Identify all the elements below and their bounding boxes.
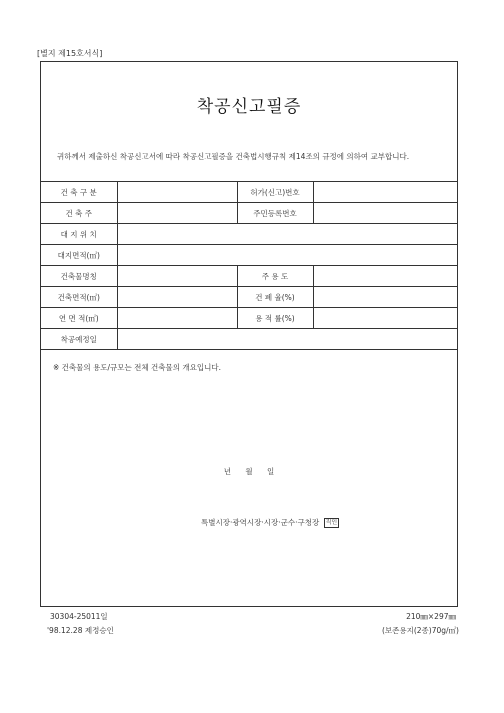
value-owner[interactable]	[117, 203, 237, 224]
page-title: 착공신고필증	[196, 97, 302, 117]
scope-note: ※ 건축물의 용도/규모는 전체 건축물의 개요입니다.	[53, 363, 222, 372]
issue-date-line: 년 월 일	[223, 467, 275, 476]
value-site-location[interactable]	[117, 224, 457, 245]
table-row	[41, 182, 457, 203]
label-site-area: 대지면적(㎡)	[41, 245, 117, 266]
official-seal-mark: 직인	[325, 519, 338, 526]
label-floor-area-ratio: 용 적 률(%)	[237, 308, 313, 329]
value-coverage-ratio[interactable]	[313, 287, 457, 308]
label-resident-number: 주민등록번호	[237, 203, 313, 224]
table-row	[41, 245, 457, 266]
value-building-category[interactable]	[117, 182, 237, 203]
label-building-area: 건축면적(㎡)	[41, 287, 117, 308]
issuer-line	[201, 517, 339, 528]
table-row	[41, 203, 457, 224]
paper-size: 210㎜×297㎜	[406, 612, 456, 621]
table-row	[41, 266, 457, 287]
value-site-area[interactable]	[117, 245, 457, 266]
form-number-label: [별지 제15호서식]	[37, 49, 103, 58]
label-permit-number: 허가(신고)번호	[237, 182, 313, 203]
label-site-location: 대 지 위 치	[41, 224, 117, 245]
intro-text: 귀하께서 제출하신 착공신고서에 따라 착공신고필증을 건축법시행규칙 제14조의 규정에 의하여 교부합니다.	[57, 152, 410, 161]
value-permit-number[interactable]	[313, 182, 457, 203]
value-resident-number[interactable]	[313, 203, 457, 224]
label-main-use: 주 용 도	[237, 266, 313, 287]
label-start-date: 착공예정일	[41, 329, 117, 350]
table-row	[41, 308, 457, 329]
certificate-frame	[40, 61, 458, 607]
value-building-name[interactable]	[117, 266, 237, 287]
value-total-floor-area[interactable]	[117, 308, 237, 329]
value-start-date[interactable]	[117, 329, 457, 350]
label-building-category: 건 축 구 분	[41, 182, 117, 203]
approval-date: '98.12.28 제정승인	[47, 626, 114, 635]
info-table	[41, 181, 457, 350]
issuer-name: 특별시장·광역시장·시장·군수·구청장	[201, 518, 320, 527]
form-code: 30304-25011일	[50, 612, 108, 621]
table-row	[41, 287, 457, 308]
table-row	[41, 224, 457, 245]
value-main-use[interactable]	[313, 266, 457, 287]
label-building-name: 건축물명칭	[41, 266, 117, 287]
label-owner: 건 축 주	[41, 203, 117, 224]
value-building-area[interactable]	[117, 287, 237, 308]
value-floor-area-ratio[interactable]	[313, 308, 457, 329]
label-coverage-ratio: 건 폐 율(%)	[237, 287, 313, 308]
label-total-floor-area: 연 면 적(㎡)	[41, 308, 117, 329]
table-row	[41, 329, 457, 350]
paper-type: (보존용지(2종)70g/㎡)	[381, 626, 459, 635]
